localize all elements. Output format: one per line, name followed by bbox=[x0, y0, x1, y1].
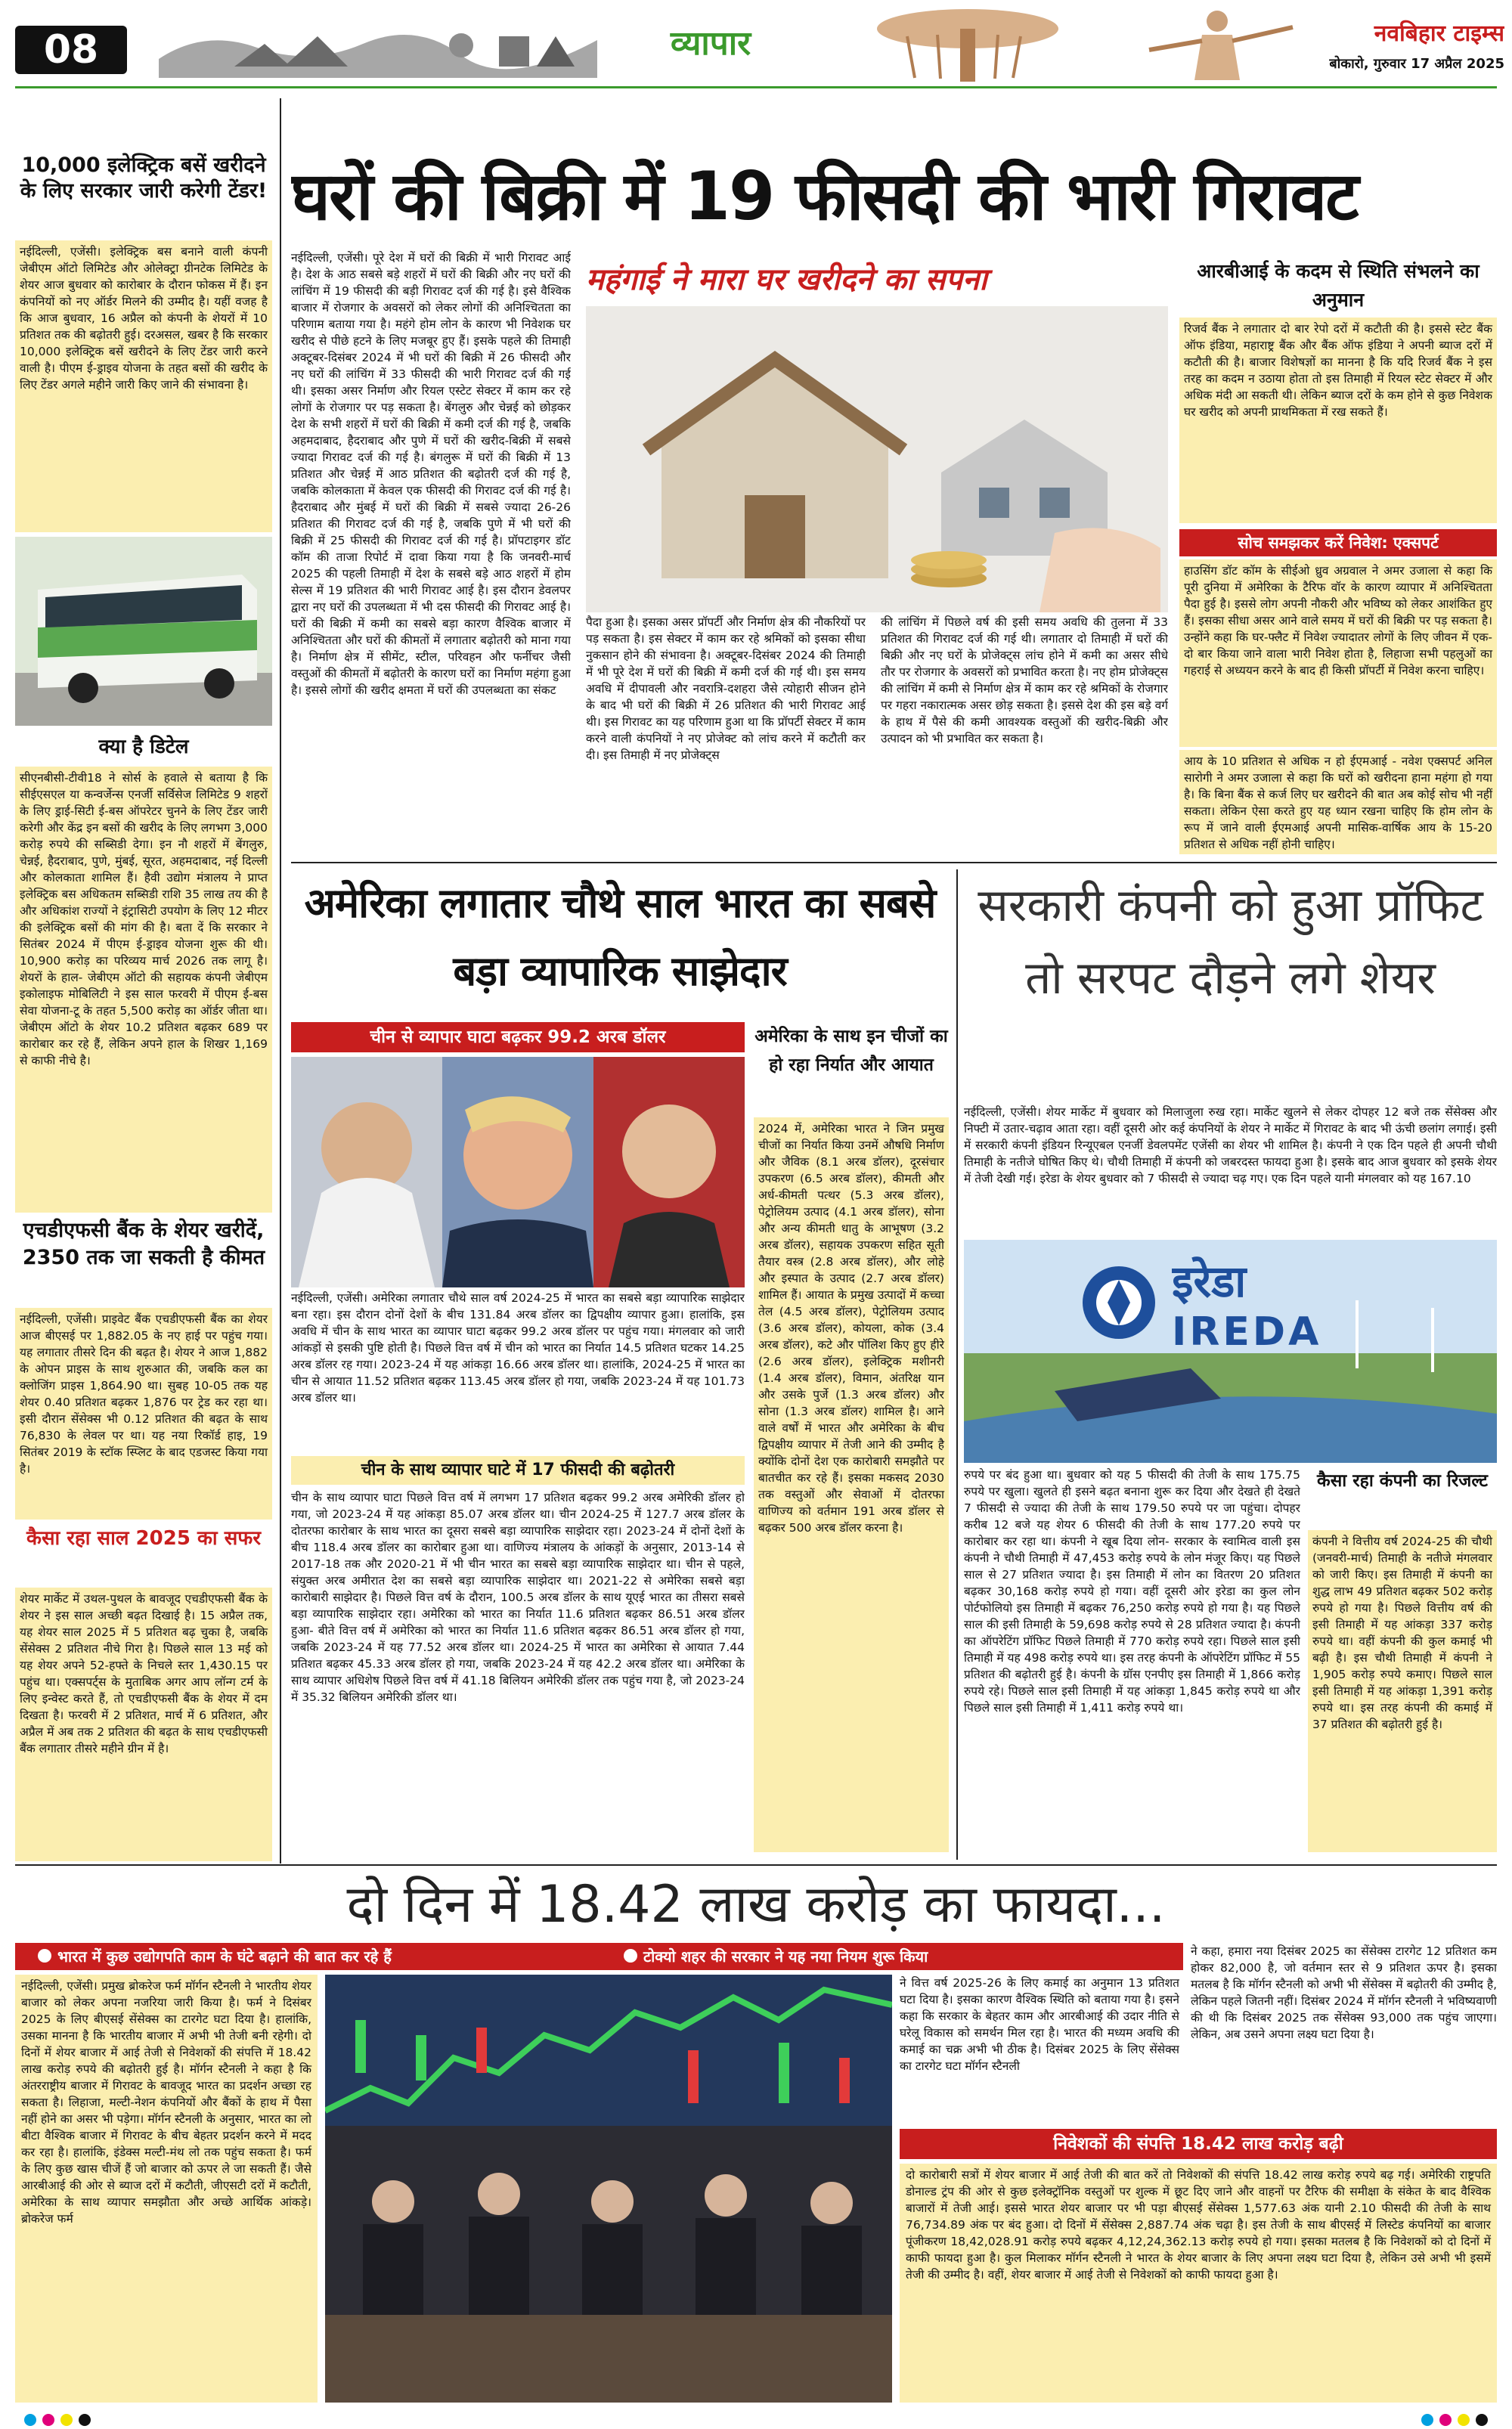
ireda-result-body: कंपनी ने वित्तीय वर्ष 2024-25 की चौथी (जनवरी-मार्च) तिमाही के नतीजे मंगलवार को जारी किए। इस तिमाही में कंपनी का शुद्ध लाभ 49 प्रतिशत बढ़कर 502 करोड़ रुपये हो गया है। पिछले वित्तीय वर्ष की इसी तिमाही में यह आंकड़ा 337 करोड़ रुपये था। वहीं कंपनी की कुल कमाई भी बढ़ी है। इस चौथी तिमाही में कंपनी ने 1,905 करोड़ रुपये कमाए। पिछले साल इसी तिमाही में यह आंकड़ा 1,391 करोड़ रुपये था। इस तरह कंपनी की कमाई में 37 प्रतिशत की बढ़ोतरी हुई है। bbox=[1308, 1530, 1497, 1852]
sidebar-story2-body: नईदिल्ली, एजेंसी। प्राइवेट बैंक एचडीएफसी बैंक का शेयर आज बीएसई पर 1,882.05 के नए हाई पर पहुंच गया। यह लगातार तीसरे दिन की बढ़त है। शेयर ने आज 1,882 के ओपन प्राइस के साथ शुरुआत की, जबकि कल का क्लोजिंग प्राइस 1,864.90 था। सुबह 10-05 तक यह शेयर 0.40 प्रतिशत बढ़कर 1,876 पर ट्रेड कर रहा था। इसी दौरान सेंसेक्स भी 0.12 प्रतिशत की बढ़त के साथ 76,830 के लेवल पर था। यह नया रिकॉर्ड हाइ, 19 सितंबर 2019 के स्टॉक स्प्लिट के बाद एडजस्ट किया गया है। bbox=[15, 1308, 272, 1520]
lead-bottom-rule bbox=[291, 862, 1497, 863]
electric-bus-photo bbox=[15, 537, 272, 726]
wealth-body: दो कारोबारी सत्रों में शेयर बाजार में आई तेजी की बात करें तो निवेशकों की संपत्ति 18.42 लाख करोड़ रुपये बढ़ गई। अमेरिकी राष्ट्रपति डोनाल्ड ट्रंप की ओर से कुछ इलेक्ट्रॉनिक वस्तुओं पर शुल्क में छूट दिए जाने और वाहनों पर टैरिफ की समीक्षा के संकेत के बाद वैश्विक बाजारों में तेजी आई। इससे भारत शेयर बाजार पर भी पड़ा बीएसई सेंसेक्स 1,577.63 अंक यानी 2.10 फीसदी की तेजी के साथ 76,734.89 अंक पर बंद हुआ। दो दिनों में सेंसेक्स 2,887.74 अंक चढ़ा है। इस तेजी के साथ बीएसई में लिस्टेड कंपनियों का बाजार पूंजीकरण 18,42,028.91 करोड़ रुपये बढ़कर 4,12,24,362.13 करोड़ रुपये हो गया। इसका मतलब है कि निवेशकों को दो दिनों में काफी फायदा हुआ है। कुल मिलाकर मॉर्गन स्टैनली ने भारत के शेयर बाजार के लिए अपना लक्ष्य घटा दिया है, लेकिन उसे अभी भी इसमें तेजी की उम्मीद है। वहीं, शेयर बाजार में आई तेजी से निवेशकों को काफी फायदा हुआ है। bbox=[900, 2164, 1497, 2403]
sidebar-story1-title: 10,000 इलेक्ट्रिक बसें खरीदने के लिए सरकार जारी करेगी टेंडर! bbox=[15, 153, 272, 230]
leaders-photo bbox=[291, 1057, 745, 1287]
expert-body: हाउसिंग डॉट कॉम के सीईओ ध्रुव अग्रवाल ने अमर उजाला से कहा कि पूरी दुनिया में अमेरिका के टैरिफ वॉर के कारण व्यापार में अनिश्चितता पैदा हुई है। इससे लोग अपनी नौकरी और भविष्य को लेकर आशंकित हुए हैं। इसका सीधा असर आने वाले समय में घरों की बिक्री पर पड़ सकता है। उन्होंने कहा कि घर-फ्लैट में निवेश ज्यादातर लोगों के लिए जीवन में एक-दो बार किया जाने वाला भारी निवेश होता है, लिहाजा सभी पहलुओं का गहराई से अध्ययन करने के बाद ही किसी प्रॉपर्टी में निवेश करना चाहिए। bbox=[1179, 559, 1497, 747]
trade-body: नईदिल्ली, एजेंसी। अमेरिका लगातार चौथे साल वर्ष 2024-25 में भारत का सबसे बड़ा व्यापारिक साझेदार बना रहा। इस दौरान दोनों देशों के बीच 131.84 अरब डॉलर का द्विपक्षीय व्यापार हुआ। हालांकि, इस अवधि में चीन के साथ भारत का व्यापार घाटा बढ़कर 99.2 अरब डॉलर पर पहुंच गया। मंगलवार को जारी आंकड़ों से इसकी पुष्टि होती है। पिछले वित्त वर्ष में चीन को भारत का निर्यात 14.5 प्रतिशत घटकर 14.25 अरब डॉलर रह गया। 2023-24 में यह आंकड़ा 16.66 अरब डॉलर था। हालांकि, 2024-25 में भारत का चीन से आयात 11.52 प्रतिशत बढ़कर 113.45 अरब डॉलर हो गया, जबकि 2023-24 में यह 101.73 अरब डॉलर था। bbox=[291, 1291, 745, 1405]
registration-marks bbox=[0, 2412, 1512, 2429]
market-ticker: भारत में कुछ उद्योगपति काम के घंटे बढ़ाने की बात कर रहे हैं टोक्यो शहर की सरकार ने यह नया नियम शुरू किया bbox=[15, 1943, 1183, 1970]
sidebar-details-title: क्या है डिटेल bbox=[98, 736, 189, 758]
sidebar-column bbox=[15, 98, 272, 1864]
rbi-title: आरबीआई के कदम से स्थिति संभलने का अनुमान bbox=[1197, 260, 1479, 311]
rbi-body: रिजर्व बैंक ने लगातार दो बार रेपो दरों में कटौती की है। इससे स्टेट बैंक ऑफ इंडिया, महाराष्ट्र बैंक और बैंक ऑफ इंडिया ने अपनी ब्याज दरों में कटौती की है। बाजार विशेषज्ञों का मानना है कि यदि रिजर्व बैंक ने इस तरह का कदम न उठाया होता तो इस तिमाही में रियल स्टेट सेक्टर में और अधिक मंदी आ सकती थी। लेकिन ब्याज दरों के कम होने से कुछ निवेशक घर खरीद को अपनी प्राथमिकता में रख सकते हैं। bbox=[1179, 318, 1497, 523]
market-col3: ने कहा, हमारा नया दिसंबर 2025 का सेंसेक्स टारगेट 12 प्रतिशत कम होकर 82,000 है, जो वर्तमान स्तर से 9 प्रतिशत ऊपर है। इसका मतलब है कि मॉर्गन स्टैनली को अभी भी सेंसेक्स में बढ़ोतरी की उम्मीद है, लेकिन पहले जितनी नहीं। दिसंबर 2024 में मॉर्गन स्टैनली ने भविष्यवाणी की थी कि दिसंबर 2025 तक सेंसेक्स 93,000 तक पहुंच जाएगा। लेकिन, अब उसने अपना लक्ष्य घटा दिया है। bbox=[1191, 1944, 1497, 2041]
section-title: व्यापार bbox=[670, 24, 751, 63]
sidebar-story2-title: एचडीएफसी बैंक के शेयर खरीदें, 2350 तक जा सकती है कीमत bbox=[22, 1219, 265, 1269]
stock-market-photo bbox=[325, 1975, 892, 2403]
ireda-intro: नईदिल्ली, एजेंसी। शेयर मार्केट में बुधवार को मिलाजुला रुख रहा। मार्केट खुलने से लेकर दोपहर 12 बजे तक सेंसेक्स और निफ्टी में उतार-चढ़ाव आता रहा। वहीं दूसरी ओर कई कंपनियों के शेयर ने मार्केट में गिरावट के बाद भी ऊंची छलांग लगाई। इसी में सरकारी कंपनी इंडियन रिन्यूएबल एनर्जी डेवलपमेंट एजेंसी का शेयर भी शामिल है। कंपनी ने एक दिन पहले ही अपनी चौथी तिमाही के नतीजे घोषित किए थे। चौथी तिमाही में कंपनी को जबरदस्त फायदा हुआ है। इसके बाद आज बुधवार को इसके शेयर में तेजी देखी गई। इरेडा के शेयर बुधवार को 7 फीसदी से ज्यादा चढ़ गए। एक दिन पहले यानी मंगलवार को यह 167.10 bbox=[964, 1105, 1497, 1185]
lead-col1: नईदिल्ली, एजेंसी। पूरे देश में घरों की बिक्री में भारी गिरावट आई है। देश के आठ सबसे बड़े शहरों में घरों की बिक्री और नए घरों की लांचिंग में 19 फीसदी की बड़ी गिरावट दर्ज की गई है। इसे वैश्विक बाजार में रोजगार के अवसरों को लेकर लोगों की अनिश्चितता का परिणाम बताया गया है। महंगे होम लोन के कारण भी निवेशक घर खरीद से पीछे हटने के लिए मजबूर हुए हैं। इसके पहले की तिमाही अक्टूबर-दिसंबर 2024 में भी घरों की बिक्री में 26 फीसदी और नए घरों की लांचिंग में 33 फीसदी की भारी गिरावट दर्ज की गई थी। इसका असर निर्माण और रियल एस्टेट सेक्टर में काम कर रहे लोगों के रोजगार पर पड़ सकता है। बेंगलुरु और चेन्नई को छोड़कर देश के सभी शहरों में घरों की बिक्री में कमी दर्ज की गई है, जबकि अहमदाबाद, हैदराबाद और पुणे में घरों की खरीद-बिक्री में सबसे ज्यादा गिरावट दर्ज की गई है। बंगलुरू में घरों की बिक्री में 13 प्रतिशत और चेन्नई में आठ प्रतिशत की बढ़ोतरी दर्ज की गई है, जबकि कोलकाता में केवल एक फीसदी की गिरावट दर्ज की गई है। हैदराबाद और मुंबई में घरों की बिक्री में सबसे ज्यादा 26-26 प्रतिशत की गिरावट दर्ज की गई है, जबकि पुणे में भी घरों की बिक्री में 25 फीसदी की गिरावट दर्ज की गई है। प्रॉपटाइगर डॉट कॉम की ताजा रिपोर्ट में दावा किया गया है कि जनवरी-मार्च 2025 की पहली तिमाही में देश के सबसे बड़े आठ शहरों में होम सेल्स में 19 प्रतिशत की भारी गिरावट आई है। इस दौरान डेवलपर द्वारा नए घरों की उपलब्धता में भी दस फीसदी की गिरावट आई है। घरों की बिक्री में कमी का सबसे बड़ा कारण वैश्विक बाजार में अनिश्चितता और घरों की कीमतों में लगातार बढ़ोतरी को माना गया है। निर्माण क्षेत्र में सीमेंट, स्टील, परिवहन और फर्नीचर जैसी वस्तुओं की कीमतों में बढ़ोतरी के कारण घरों का निर्माण महंगा हुआ है। इससे लोगों की खरीद क्षमता में घरों की उपलब्धता का संकट bbox=[291, 251, 571, 697]
market-headline: दो दिन में 18.42 लाख करोड़ का फायदा... bbox=[346, 1875, 1166, 1935]
trade-side-title: अमेरिका के साथ इन चीजों का हो रहा निर्यात और आयात bbox=[754, 1027, 948, 1075]
ireda-logo-icon bbox=[1077, 1261, 1160, 1344]
wealth-band: निवेशकों की संपत्ति 18.42 लाख करोड़ बढ़ी bbox=[900, 2129, 1497, 2159]
ticker-bullet-1 bbox=[38, 1949, 51, 1963]
sidebar-story1-body: नईदिल्ली, एजेंसी। इलेक्ट्रिक बस बनाने वाली कंपनी जेबीएम ऑटो लिमिटेड और ओलेक्ट्रा ग्रीनटेक लिमिटेड के शेयर आज बुधवार को कारोबार के दौरान फोकस में हैं। इन कंपनियों को नए ऑर्डर मिलने की उम्मीद है। यहीं वजह है कि आज बुधवार, 16 अप्रैल को कंपनी के शेयरों में 10 प्रतिशत तक की बढ़ोतरी हुई। दरअसल, खबर है कि सरकार 10,000 इलेक्ट्रिक बसें खरीदने के लिए टेंडर जारी करने वाली है। पीएम ई-ड्राइव योजना के तहत बसों की खरीद के लिए टेंडर अगले महीने जारी किए जाने की संभावना है। bbox=[15, 240, 272, 532]
lead-col2: पैदा हुआ है। इसका असर प्रॉपर्टी और निर्माण क्षेत्र की नौकरियों पर पड़ सकता है। इस सेक्टर में काम कर रहे श्रमिकों को इसका सीधा नुकसान होने की संभावना है। अक्टूबर-दिसंबर 2024 की तिमाही में भी पूरे देश में घरों की बिक्री में कमी दर्ज की गई थी। इस समय अवधि में दीपावली और नवरात्रि-दशहरा जैसे त्योहारी सीजन होने के बाद भी घरों की बिक्री में 26 प्रतिशत की भारी गिरावट आई थी। इस गिरावट का यह परिणाम हुआ था कि प्रॉपर्टी सेक्टर में काम करने वाली कंपनियों ने नए प्रोजेक्ट को लांच करने में कटौती कर दी। इस तिमाही में नए प्रोजेक्ट्स bbox=[586, 615, 866, 762]
market-col2: ने वित्त वर्ष 2025-26 के लिए कमाई का अनुमान 13 प्रतिशत घटा दिया है। इसका कारण वैश्विक स्थिति को बताया गया है। इसने कहा कि सरकार के बेहतर काम और आरबीआई की उदार नीति से घरेलू विकास को समर्थन मिल रहा है। भारत की मध्यम अवधि की कमाई का चक्र अभी भी ठीक है। दिसंबर 2025 के लिए सेंसेक्स का टारगेट घटा मॉर्गन स्टैनली bbox=[900, 1976, 1179, 2073]
masthead bbox=[0, 0, 1512, 89]
rbi-box bbox=[1179, 257, 1497, 854]
emi-body: आय के 10 प्रतिशत से अधिक न हो ईएमआई - नवेश एक्सपर्ट अनिल सारोगी ने अमर उजाला से कहा कि घरों को खरीदना हाना महंगा हो गया है। कि बिना बैंक से कर्ज लिए घर खरीदने की बात अब कोई सोच भी नहीं सकता। लेकिन ऐसा करते हुए यह ध्यान रखना चाहिए कि होम लोन के रूप में जाने वाली ईएमआई अपनी मासिक-वार्षिक आय के 15-20 प्रतिशत से अधिक नहीं होनी चाहिए। bbox=[1179, 750, 1497, 854]
market-col1: नईदिल्ली, एजेंसी। प्रमुख ब्रोकरेज फर्म मॉर्गन स्टैनली ने भारतीय शेयर बाजार को लेकर अपना नजरिया जारी किया है। फर्म ने दिसंबर 2025 के लिए बीएसई सेंसेक्स का टारगेट घटा दिया है। हालांकि, उसका मानना है कि भारतीय बाजार में अभी भी तेजी बनी रहेगी। दो दिनों में शेयर बाजार में आई तेजी से निवेशकों की संपत्ति में 18.42 लाख करोड़ रुपये की बढ़ोतरी हुई है। मॉर्गन स्टैनली ने कहा है कि अंतरराष्ट्रीय बाजार में गिरावट के बावजूद भारत का प्रदर्शन अच्छा रह सकता है। लिहाजा, मल्टी-नेशन कंपनियों और बैंकों के हाथ में पैसा नहीं होने का असर भी पड़ेगा। मॉर्गन स्टैनली के अनुसार, भारत का लो बीटा वैश्विक बाजार में गिरावट के बीच बेहतर प्रदर्शन करने में मदद कर रहा है। हालांकि, इंडेक्स मल्टी-मंथ लो तक पहुंच सकता है। फर्म के लिए कुछ खास चीजें हैं जो बाजार को ऊपर ले जा सकती हैं। जैसे आरबीआई की ओर से ब्याज दरों में कटौती, जीएसटी दरों में कटौती, अमेरिका के साथ व्यापार समझौता और अच्छे आर्थिक आंकड़े। ब्रोकरेज फर्म bbox=[15, 1975, 318, 2403]
ireda-image bbox=[964, 1240, 1497, 1463]
lead-headline: घरों की बिक्री में 19 फीसदी की भारी गिरावट bbox=[291, 157, 1358, 235]
ticker-bullet-2 bbox=[624, 1949, 637, 1963]
sidebar-year-title: कैसा रहा साल 2025 का सफर bbox=[26, 1527, 261, 1550]
ireda-body-left: रुपये पर बंद हुआ था। बुधवार को यह 5 फीसदी की तेजी के साथ 175.75 रुपये पर खुला। खुलते ही इसने बढ़त बनाना शुरू कर दिया और देखते ही देखते 7 फीसदी से ज्यादा की तेजी के साथ 179.50 रुपये पर जा पहुंचा। दोपहर करीब 12 बजे यह शेयर 6 फीसदी की तेजी के साथ 177.20 रुपये पर कारोबार कर रहा था। कंपनी ने खूब दिया लोन- सरकार के स्वामित्व वाली इस कंपनी ने चौथी तिमाही में 47,453 करोड़ रुपये के लोन मंजूर किए। यह पिछले साल से 27 प्रतिशत ज्यादा है। इस तिमाही में लोन का वितरण 20 प्रतिशत बढ़कर 30,168 करोड़ रुपये हो गया। वहीं दूसरी ओर इरेडा का कुल लोन पोर्टफोलियो इस तिमाही में बढ़कर 76,250 करोड़ रुपये हो गया है। यह पिछले साल की इसी तिमाही के 59,698 करोड़ रुपये से 28 प्रतिशत ज्यादा है। कंपनी का ऑपरेटिंग प्रॉफिट पिछले तिमाही में 770 करोड़ रुपये रहा। पिछले साल इसी तिमाही में यह 498 करोड़ रुपये था। इस तरह कंपनी के ऑपरेटिंग प्रॉफिट में 55 प्रतिशत की बढ़ोतरी हुई है। कंपनी के ग्रॉस एनपीए इस तिमाही में 1,866 करोड़ रुपये रहे। पिछले साल इसी तिमाही में यह आंकड़ा 1,845 करोड़ रुपये था और पिछले साल इसी तिमाही में 1,411 करोड़ रुपये था। bbox=[964, 1468, 1300, 1715]
trade-body2: चीन के साथ व्यापार घाटा पिछले वित्त वर्ष में लगभग 17 प्रतिशत बढ़कर 99.2 अरब अमेरिकी डॉलर हो गया, जो 2023-24 में यह आंकड़ा 85.07 अरब डॉलर था। चीन 2024-25 में 127.7 अरब डॉलर के दोतरफा कारोबार के साथ भारत का दूसरा सबसे बड़ा व्यापारिक साझेदार रहा। 2023-24 में दोनों देशों के बीच 118.4 अरब डॉलर का कारोबार हुआ था। वाणिज्य मंत्रालय के आंकड़ों के अनुसार, 2013-14 से 2017-18 तक और 2020-21 में भी चीन भारत का सबसे बड़ा व्यापारिक साझेदार था। चीन से पहले, संयुक्त अरब अमीरात देश का सबसे बड़ा व्यापारिक साझेदार था। 2021-22 से अमेरिका सबसे बड़ा कारोबारी साझेदार है। पिछले वित्त वर्ष के दौरान, 100.5 अरब डॉलर के साथ यूएई भारत का तीसरा सबसे बड़ा व्यापारिक साझेदार रहा। अमेरिका को भारत का निर्यात 11.6 प्रतिशत बढ़कर 86.51 अरब डॉलर हुआ- बीते वित्त वर्ष में अमेरिका को भारत का निर्यात 11.6 प्रतिशत बढ़कर 86.51 अरब डॉलर हो गया, जबकि 2023-24 में यह 77.52 अरब डॉलर था। 2024-25 में भारत का अमेरिका से आयात 7.44 प्रतिशत बढ़कर 45.33 अरब डॉलर हो गया, जबकि 2023-24 में यह 42.2 अरब डॉलर था। अमेरिका के साथ व्यापार अधिशेष पिछले वित्त वर्ष में 41.18 बिलियन अमेरिकी डॉलर तक पहुंच गया है, जो 2023-24 में 35.32 बिलियन अमेरिकी डॉलर था। bbox=[291, 1491, 745, 1704]
sidebar-details-body: सीएनबीसी-टीवी18 ने सोर्स के हवाले से बताया है कि सीईएसएल या कन्वर्जेन्स एनर्जी सर्विसेज लिमिटेड 9 शहरों के लिए ड्राई-सिटी ई-बस ऑपरेटर चुनने के लिए टेंडर जारी करेगी और केंद्र इन बसों की खरीद के लिए लगभग 3,000 करोड़ रुपये की सब्सिडी देगा। इन नौ शहरों में बेंगलुरु, चेन्नई, हैदराबाद, पुणे, मुंबई, सूरत, अहमदाबाद, नई दिल्ली और कोलकाता शामिल हैं। हैवी उद्योग मंत्रालय ने प्राप्त इलेक्ट्रिक बस अधिकतम सब्सिडी राशि 35 लाख तय की है और अधिकांश राज्यों ने इंट्रासिटी उपयोग के लिए 12 मीटर की इलेक्ट्रिक बसों की मांग की है। बता दें कि सरकार ने सितंबर 2024 में पीएम ई-ड्राइव योजना शुरू की थी। 10,900 करोड़ का परिव्यय मार्च 2026 तक लागू है। शेयरों के हाल- जेबीएम ऑटो की सहायक कंपनी जेबीएम इकोलाइफ मोबिलिटी ने इस साल फरवरी में पीएम ई-बस सेवा योजना-टू के तहत 5,500 करोड़ का ऑर्डर जीता था। जेबीएम ऑटो के शेयर 10.2 प्रतिशत बढ़कर 689 पर कारोबार कर रहे हैं, लेकिन अपने हाल के शिखर 1,169 से काफी नीचे है। bbox=[15, 767, 272, 1213]
sidebar-year-body: शेयर मार्केट में उथल-पुथल के बावजूद एचडीएफसी बैंक के शेयर ने इस साल अच्छी बढ़त दिखाई है। 15 अप्रैल तक, यह शेयर साल 2025 में 5 प्रतिशत बढ़ चुका है, जबकि सेंसेक्स 2 प्रतिशत नीचे गिरा है। पिछले साल 13 मई को यह शेयर अपने 52-हफ्ते के निचले स्तर 1,430.15 पर पहुंच था। एक्सपर्ट्स के मुताबिक अगर आप लॉन्ग टर्म के लिए इन्वेस्ट करते हैं, तो एचडीएफसी बैंक के शेयर में दम दिखता है। फरवरी में 2 प्रतिशत, मार्च में 6 प्रतिशत, और अप्रैल में अब तक 2 प्रतिशत की बढ़त के साथ एचडीएफसी बैंक लगातार तीसरे महीने ग्रीन में है। bbox=[15, 1588, 272, 1861]
trade-side-body: 2024 में, अमेरिका भारत ने जिन प्रमुख चीजों का निर्यात किया उनमें औषधि निर्माण और जैविक (8.1 अरब डॉलर), दूरसंचार उपकरण (6.5 अरब डॉलर), कीमती और अर्ध-कीमती पत्थर (5.3 अरब डॉलर), पेट्रोलियम उत्पाद (4.1 अरब डॉलर), सोना और अन्य कीमती धातु के आभूषण (3.2 अरब डॉलर), सहायक उपकरण सहित सूती तैयार वस्त्र (2.8 अरब डॉलर), और लोहे और इस्पात के उत्पाद (2.7 अरब डॉलर) शामिल हैं। आयात के प्रमुख उत्पादों में कच्चा तेल (4.5 अरब डॉलर), पेट्रोलियम उत्पाद (3.6 अरब डॉलर), कोयला, कोक (3.4 अरब डॉलर), कटे और पॉलिश किए हुए हीरे (2.6 अरब डॉलर), इलेक्ट्रिक मशीनरी (1.4 अरब डॉलर), विमान, अंतरिक्ष यान और उसके पुर्जे (1.3 अरब डॉलर) और सोना (1.3 अरब डॉलर) शामिल है। आने वाले वर्षों में भारत और अमेरिका के बीच द्विपक्षीय व्यापार में तेजी आने की उम्मीद है क्योंकि दोनों देश एक कारोबारी समझौते पर बातचीत कर रहे हैं। इसका मकसद 2030 तक वस्तुओं और सेवाओं में दोतरफा वाणिज्य को वर्तमान 191 अरब डॉलर से बढ़कर 500 अरब डॉलर करना है। bbox=[754, 1117, 949, 1852]
dateline: बोकारो, गुरुवार 17 अप्रैल 2025 bbox=[1329, 56, 1504, 72]
lead-subhead: महंगाई ने मारा घर खरीदने का सपना bbox=[586, 262, 987, 297]
ireda-logo-english: IREDA bbox=[1172, 1309, 1322, 1355]
trade-band: चीन से व्यापार घाटा बढ़कर 99.2 अरब डॉलर bbox=[291, 1022, 745, 1052]
ireda-result-title: कैसा रहा कंपनी का रिजल्ट bbox=[1317, 1471, 1488, 1491]
page-number: 08 bbox=[15, 26, 127, 74]
trade-divider bbox=[956, 869, 958, 1860]
registration-strip bbox=[0, 2412, 1512, 2429]
paper-name: नवबिहार टाइम्स bbox=[1374, 20, 1504, 47]
ireda-headline: सरकारी कंपनी को हुआ प्रॉफिट तो सरपट दौड़ने लगे शेयर bbox=[978, 879, 1483, 1005]
expert-band: सोच समझकर करें निवेश: एक्सपर्ट bbox=[1179, 529, 1497, 556]
house-keys-photo bbox=[586, 306, 1168, 612]
sidebar-divider bbox=[280, 98, 281, 1864]
ireda-logo-hindi: इरेडा bbox=[1172, 1256, 1247, 1307]
masthead-rule bbox=[15, 86, 1497, 88]
map-decoration bbox=[144, 14, 612, 82]
trade-headline: अमेरिका लगातार चौथे साल भारत का सबसे बड़ा व्यापारिक साझेदार bbox=[304, 879, 936, 995]
lead-col3: की लांचिंग में पिछले वर्ष की इसी समय अवधि की तुलना में 33 प्रतिशत की गिरावट दर्ज की गई थी। लगातार दो तिमाही में घरों की बिक्री और नए घरों के प्रोजेक्ट्स लांच होने में कमी का असर सीधे तौर पर रोजगार के अवसरों को प्रभावित करता है। नए होम प्रोजेक्ट्स की लांचिंग में कमी से निर्माण क्षेत्र में काम कर रहे श्रमिकों के रोजगार पर गहरा नकारात्मक असर छोड़ सकता है। इससे देश की इस बड़े वर्ग के हाथ में पैसे की कमी आवश्यक वस्तुओं की खरीद-बिक्री और उत्पादन को भी प्रभावित कर सकता है। bbox=[881, 615, 1168, 745]
banyan-tree-illustration bbox=[862, 6, 1074, 83]
middle-bottom-rule bbox=[15, 1864, 1497, 1866]
trade-band2: चीन के साथ व्यापार घाटे में 17 फीसदी की बढ़ोतरी bbox=[291, 1456, 745, 1485]
